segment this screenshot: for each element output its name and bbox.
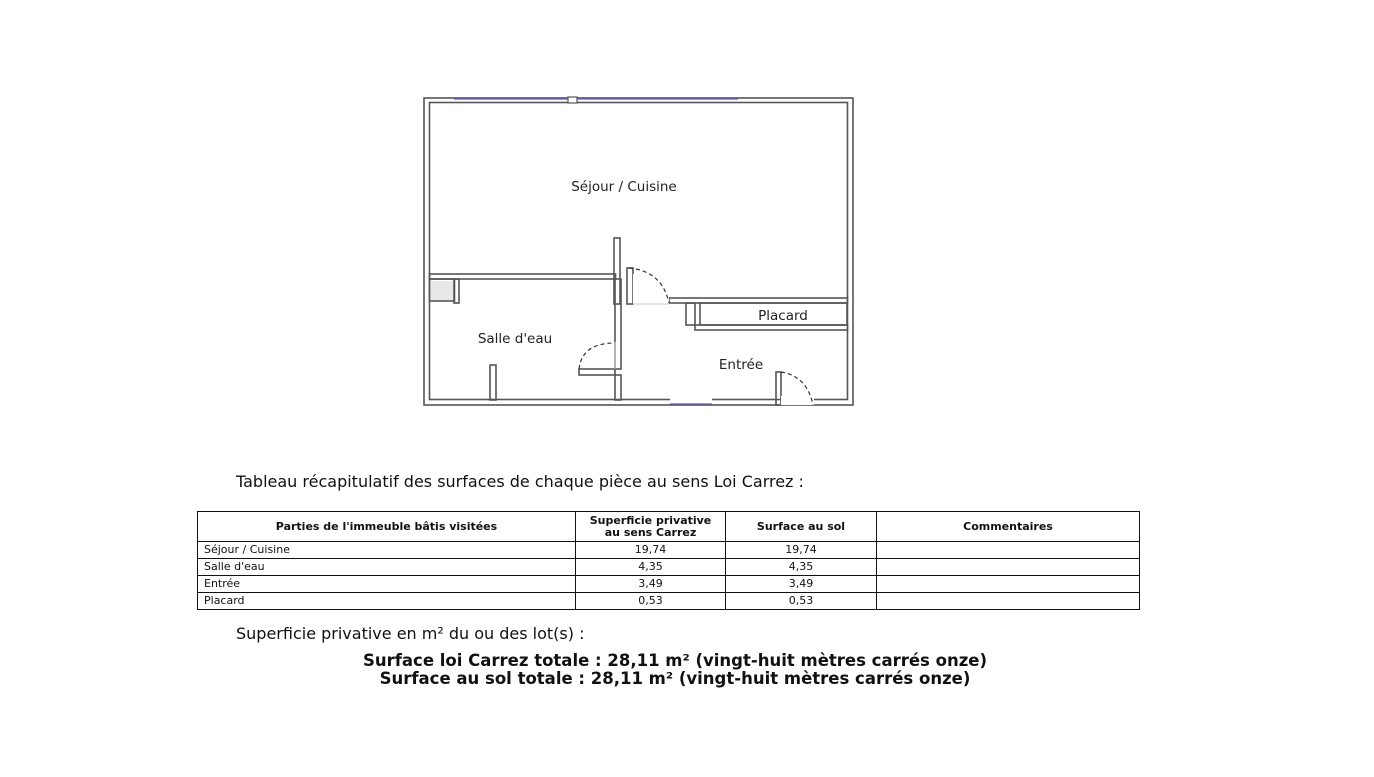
total-carrez: Surface loi Carrez totale : 28,11 m² (vingt-huit mètres carrés onze) (362, 651, 988, 670)
header-commentaires: Commentaires (877, 512, 1140, 542)
row-comment (877, 559, 1140, 576)
salle-right-wall-lower (615, 375, 621, 400)
floor-plan (422, 95, 856, 409)
room-label-entree: Entrée (718, 357, 764, 373)
header-sol: Surface au sol (726, 512, 877, 542)
surface-table (197, 511, 1140, 610)
row-comment (877, 576, 1140, 593)
room-label-placard: Placard (758, 308, 808, 324)
table-header-row (198, 512, 1140, 542)
row-comment (877, 542, 1140, 559)
partition-stub (627, 268, 633, 304)
table-row (198, 542, 1140, 559)
table-row (198, 559, 1140, 576)
row-room: Placard (198, 593, 576, 610)
row-room: Séjour / Cuisine (198, 542, 576, 559)
row-sol: 3,49 (726, 576, 877, 593)
outer-wall (424, 98, 853, 405)
table-row (198, 576, 1140, 593)
placard-bottom (695, 325, 848, 330)
summary-intro: Tableau récapitulatif des surfaces de chaque pièce au sens Loi Carrez : (236, 472, 804, 491)
row-room: Entrée (198, 576, 576, 593)
row-room: Salle d'eau (198, 559, 576, 576)
row-sol: 19,74 (726, 542, 877, 559)
header-carrez: Superficie privative au sens Carrez (576, 512, 726, 542)
shaft-wall (454, 279, 459, 303)
row-sol: 4,35 (726, 559, 877, 576)
row-carrez: 19,74 (576, 542, 726, 559)
room-label-sejour: Séjour / Cuisine (571, 179, 677, 195)
header-parties: Parties de l'immeuble bâtis visitées (198, 512, 576, 542)
salle-stub (490, 365, 496, 400)
row-carrez: 0,53 (576, 593, 726, 610)
door-swing-salle (579, 343, 615, 369)
privative-subtitle: Superficie privative en m² du ou des lot(s) : (236, 624, 585, 643)
salle-door-stub (579, 369, 615, 375)
window-mullion (568, 97, 577, 103)
table-row (198, 593, 1140, 610)
row-carrez: 4,35 (576, 559, 726, 576)
row-comment (877, 593, 1140, 610)
inner-wall-outline (430, 103, 848, 400)
room-label-salle: Salle d'eau (477, 331, 553, 347)
row-sol: 0,53 (726, 593, 877, 610)
total-sol: Surface au sol totale : 28,11 m² (vingt-huit mètres carrés onze) (379, 669, 971, 688)
totals-block (0, 652, 1350, 688)
row-carrez: 3,49 (576, 576, 726, 593)
placard-post (686, 303, 695, 325)
